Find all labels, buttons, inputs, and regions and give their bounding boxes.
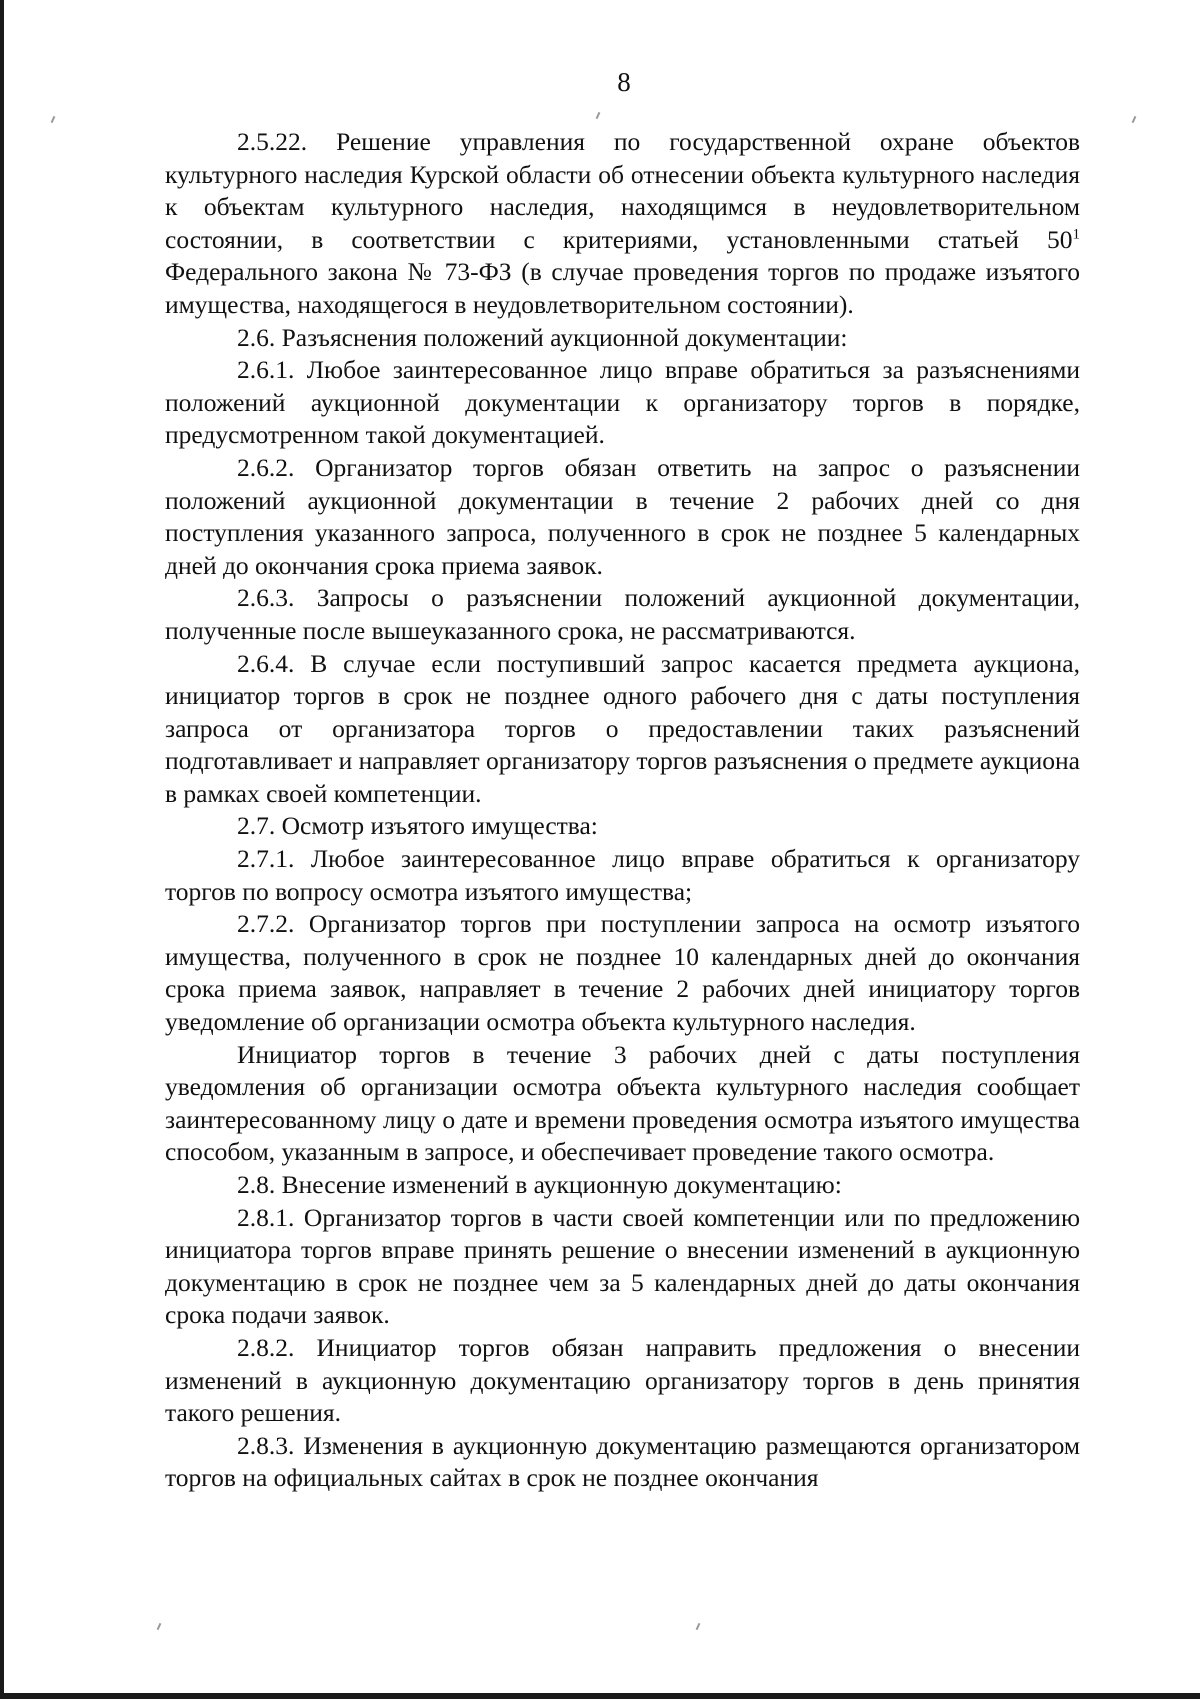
paragraph-2-7: 2.7. Осмотр изъятого имущества: [237, 811, 598, 841]
document-body [165, 126, 1080, 1495]
paragraph-initiator: Инициатор торгов в течение 3 рабочих дней с даты поступления уведомления об организации осмотра объекта культурного наследия сообщает заинтересованному лицу о дате и времени проведения осмотра изъятого имущества способом, указанным в запросе, и обеспечивает проведение такого осмотра. [165, 1039, 1080, 1167]
scan-edge-bottom [0, 1693, 1200, 1699]
superscript: 1 [1072, 226, 1080, 243]
paragraph-2-8-2: 2.8.2. Инициатор торгов обязан направить предложения о внесении изменений в аукционную документацию организатору торгов в день принятия такого решения. [165, 1332, 1080, 1428]
paragraph-2-6: 2.6. Разъяснения положений аукционной документации: [237, 322, 848, 352]
scan-speck [1132, 116, 1137, 123]
scan-edge-left [0, 0, 4, 1699]
paragraph-2-7-1: 2.7.1. Любое заинтересованное лицо вправе обратиться к организатору торгов по вопросу осмотра изъятого имущества; [165, 844, 1080, 906]
paragraph-2-6-4: 2.6.4. В случае если поступивший запрос касается предмета аукциона, инициатор торгов в срок не позднее одного рабочего дня с даты поступления запроса от организатора торгов о предоставлении таких разъяснений подготавливает и направляет организатору торгов разъяснения о предмете аукциона в рамках своей компетенции. [165, 648, 1080, 808]
page-number: 8 [617, 67, 631, 97]
paragraph-2-5-22 [165, 126, 1080, 322]
paragraph-text: 2.5.22. Решение управления по государственной охране объектов культурного наследия Курской области об отнесении объекта культурного наследия к объектам культурного наследия, находящимся в неудовлетворительном состоянии, в соответствии с критериями, установленными статьей 50 [165, 127, 1080, 254]
paragraph-2-6-3: 2.6.3. Запросы о разъяснении положений аукционной документации, полученные после вышеуказанного срока, не рассматриваются. [165, 583, 1080, 645]
paragraph-2-7-2: 2.7.2. Организатор торгов при поступлении запроса на осмотр изъятого имущества, полученного в срок не позднее 10 календарных дней до окончания срока приема заявок, направляет в течение 2 рабочих дней инициатору торгов уведомление об организации осмотра объекта культурного наследия. [165, 909, 1080, 1037]
scan-speck [596, 112, 601, 119]
paragraph-2-6-2: 2.6.2. Организатор торгов обязан ответить на запрос о разъяснении положений аукционной документации в течение 2 рабочих дней со дня поступления указанного запроса, полученного в срок не позднее 5 календарных дней до окончания срока приема заявок. [165, 452, 1080, 580]
scan-speck [51, 116, 56, 123]
paragraph-2-8-3: 2.8.3. Изменения в аукционную документацию размещаются организатором торгов на официальных сайтах в срок не позднее окончания [165, 1430, 1080, 1493]
paragraph-text: Федерального закона № 73-ФЗ (в случае проведения торгов по продаже изъятого имущества, находящегося в неудовлетворительном состоянии). [165, 257, 1080, 319]
paragraph-2-8: 2.8. Внесение изменений в аукционную документацию: [237, 1170, 842, 1199]
scan-speck [157, 1623, 162, 1630]
scan-speck [696, 1623, 701, 1630]
paragraph-2-8-1: 2.8.1. Организатор торгов в части своей компетенции или по предложению инициатора торгов вправе принять решение о внесении изменений в аукционную документацию в срок не позднее чем за 5 календарных дней до даты окончания срока подачи заявок. [165, 1202, 1080, 1330]
paragraph-2-6-1: 2.6.1. Любое заинтересованное лицо вправе обратиться за разъяснениями положений аукционной документации к организатору торгов в порядке, предусмотренном такой документацией. [165, 355, 1080, 450]
